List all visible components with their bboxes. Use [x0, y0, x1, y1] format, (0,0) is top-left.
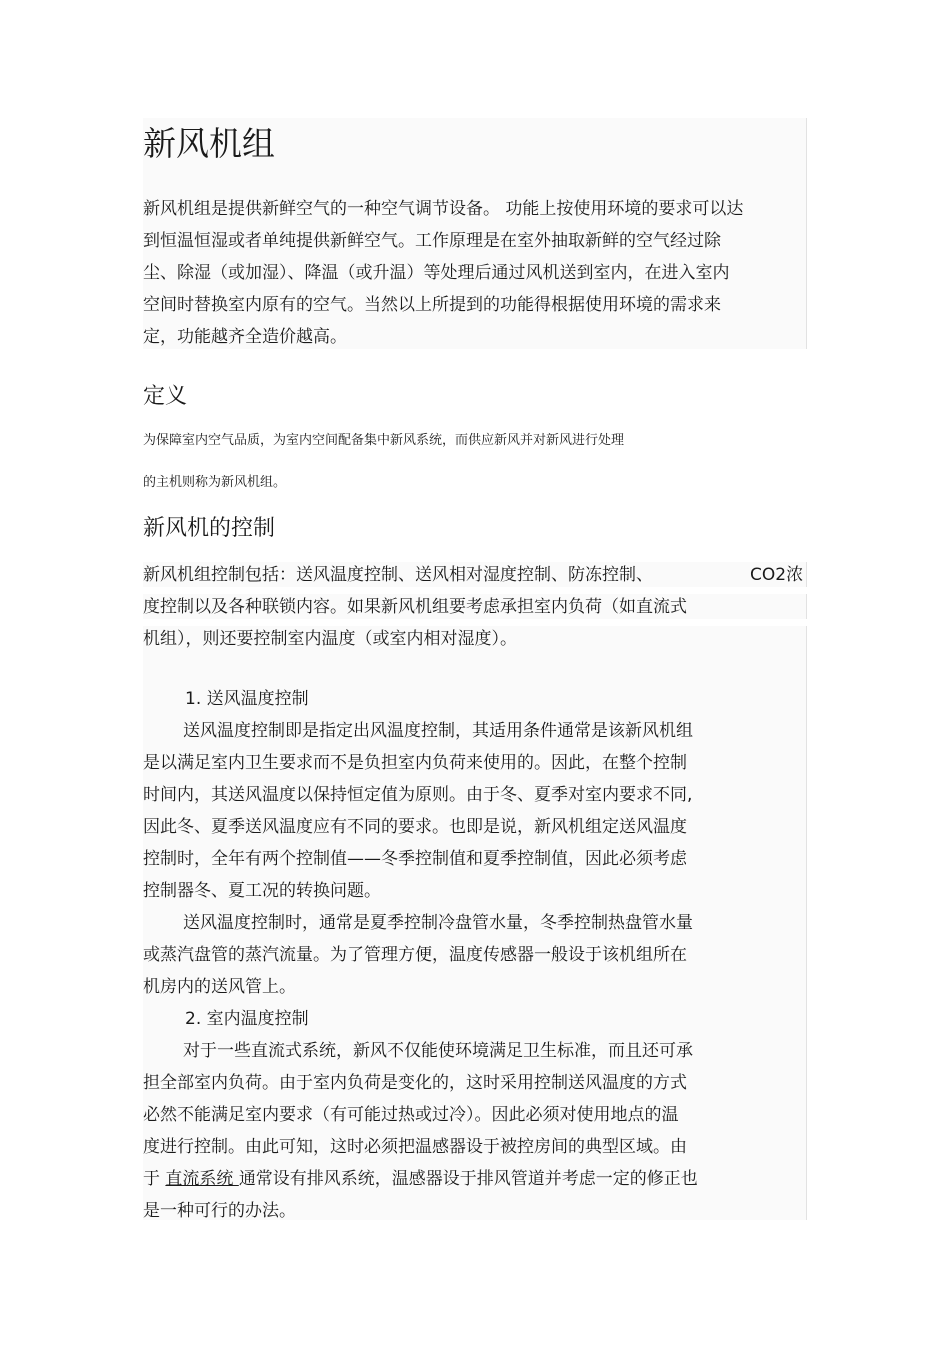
definition-line: 为保障室内空气品质，为室内空间配备集中新风系统，而供应新风并对新风进行处理: [143, 433, 625, 448]
control-intro-tail: CO2浓: [750, 565, 804, 585]
control-intro-line: 度控制以及各种联锁内容。如果新风机组要考虑承担室内负荷（如直流式: [143, 597, 687, 617]
definition-line: 的主机则称为新风机组。: [143, 475, 287, 490]
item1-paragraph-line: 控制器冬、夏工况的转换问题。: [143, 881, 381, 901]
item2-paragraph-line: 是一种可行的办法。: [143, 1201, 296, 1221]
item2-paragraph-line: 担全部室内负荷。由于室内负荷是变化的，这时采用控制送风温度的方式: [143, 1073, 687, 1093]
intro-line: 尘、除湿（或加湿）、降温（或升温）等处理后通过风机送到室内，在进入室内: [143, 263, 730, 283]
item2-line5-prefix: 于: [143, 1169, 166, 1189]
intro-line: 定，功能越齐全造价越高。: [143, 327, 347, 347]
item1-paragraph2-line: 或蒸汽盘管的蒸汽流量。为了管理方便，温度传感器一般设于该机组所在: [143, 945, 687, 965]
item2-label: 2. 室内温度控制: [185, 1009, 309, 1029]
item2-paragraph-line: 对于一些直流式系统，新风不仅能使环境满足卫生标准，而且还可承: [183, 1041, 693, 1061]
intro-line: 到恒温恒湿或者单纯提供新鲜空气。工作原理是在室外抽取新鲜的空气经过除: [143, 231, 721, 251]
item1-paragraph-line: 控制时，全年有两个控制值——冬季控制值和夏季控制值，因此必须考虑: [143, 849, 687, 869]
direct-flow-system-link[interactable]: 直流系统: [165, 1169, 239, 1189]
intro-line: 空间时替换室内原有的空气。当然以上所提到的功能得根据使用环境的需求来: [143, 295, 721, 315]
control-intro-line: 新风机组控制包括：送风温度控制、送风相对湿度控制、防冻控制、: [143, 565, 653, 585]
item1-paragraph2-line: 机房内的送风管上。: [143, 977, 296, 997]
intro-line: 新风机组是提供新鲜空气的一种空气调节设备。 功能上按使用环境的要求可以达: [143, 199, 744, 219]
item1-label: 1. 送风温度控制: [185, 689, 309, 709]
item1-paragraph-line: 是以满足室内卫生要求而不是负担室内负荷来使用的。因此，在整个控制: [143, 753, 687, 773]
item1-paragraph2-line: 送风温度控制时，通常是夏季控制冷盘管水量，冬季控制热盘管水量: [183, 913, 693, 933]
definition-heading: 定义: [143, 384, 188, 409]
page-title: 新风机组: [143, 124, 275, 163]
item2-paragraph-line: 必然不能满足室内要求（有可能过热或过冷）。因此必须对使用地点的温: [143, 1105, 679, 1125]
item2-line5-suffix: 通常设有排风系统，温感器设于排风管道并考虑一定的修正也: [238, 1169, 698, 1189]
control-intro-line: 机组），则还要控制室内温度（或室内相对湿度）。: [143, 629, 517, 649]
item1-paragraph-line: 时间内，其送风温度以保持恒定值为原则。由于冬、夏季对室内要求不同,: [143, 785, 693, 805]
item1-paragraph-line: 因此冬、夏季送风温度应有不同的要求。也即是说，新风机组定送风温度: [143, 817, 687, 837]
control-heading: 新风机的控制: [143, 516, 276, 541]
item1-paragraph-line: 送风温度控制即是指定出风温度控制，其适用条件通常是该新风机组: [183, 721, 693, 741]
item2-paragraph-line: 度进行控制。由此可知，这时必须把温感器设于被控房间的典型区域。由: [143, 1137, 687, 1157]
item2-paragraph-line-with-link: [143, 1168, 698, 1190]
